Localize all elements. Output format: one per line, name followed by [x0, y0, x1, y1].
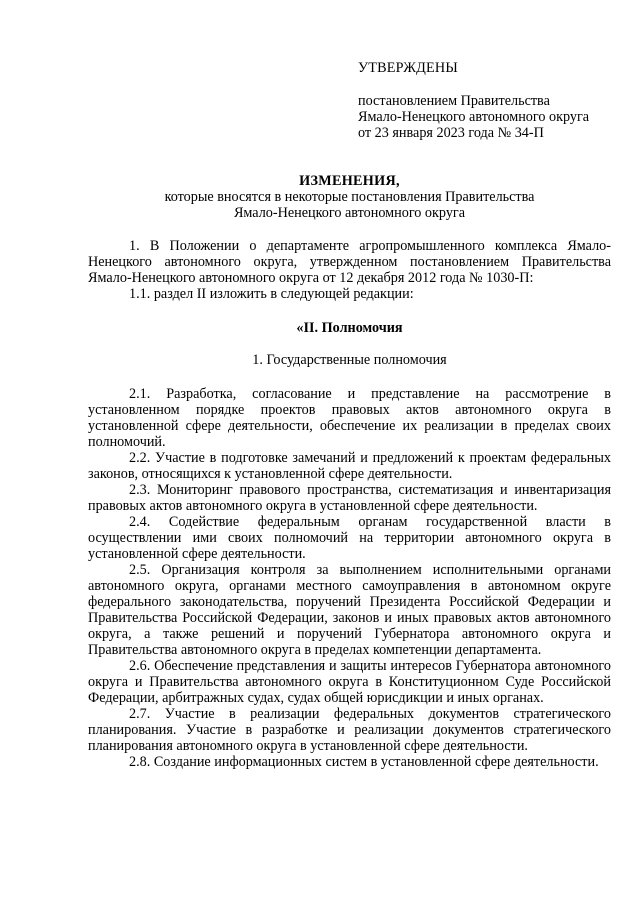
list-item [88, 706, 611, 754]
item-number: 2.6. [129, 658, 151, 674]
list-item [88, 754, 611, 770]
title-heading: ИЗМЕНЕНИЯ, [299, 173, 400, 189]
section-title: «II. Полномочия [296, 320, 403, 336]
item-text: Организация контроля за выполнением исполнительными органами автономного округа, органами местного самоуправления в автономном округе федерального законодательства, поручений Президента Российской Федерации и Правительства Российской Федерации, законов и иных правовых актов автономного округа, а также решений и поручений Губернатора автономного округа и Правительства автономного округа в пределах компетенции департамента. [88, 562, 612, 658]
approval-line: Ямало-Ненецкого автономного округа [358, 109, 590, 125]
item-number: 2.3. [129, 482, 151, 498]
approval-block [358, 60, 628, 141]
intro-paragraph: 1.1. раздел II изложить в следующей редакции: [129, 286, 414, 302]
title-subline: которые вносятся в некоторые постановления Правительства [164, 189, 535, 205]
item-number: 2.4. [129, 514, 151, 530]
document-body [88, 238, 611, 770]
item-text: Разработка, согласование и представление на рассмотрение в установленном порядке проектов правовых актов автономного округа в установленной сфере деятельности, обеспечение их реализации в пределах своих полномочий. [88, 386, 612, 450]
item-text: Содействие федеральным органам государственной власти в осуществлении ими своих полномочий на территории автономного округа в установленной сфере деятельности. [88, 514, 612, 562]
item-number: 2.8. [129, 754, 151, 770]
item-text: Обеспечение представления и защиты интересов Губернатора автономного округа и Правительства автономного округа в Конституционном Суде Российской Федерации, арбитражных судах, судах общей юрисдикции и иных органах. [88, 658, 611, 706]
list-item [88, 450, 611, 482]
subsection-title: 1. Государственные полномочия [252, 352, 447, 368]
document-title [88, 173, 611, 221]
list-item [88, 482, 611, 514]
intro-paragraph: 1. В Положении о департаменте агропромышленного комплекса Ямало-Ненецкого автономного округа, утвержденном постановлением Правительства Ямало-Ненецкого автономного округа от 12 декабря 2012 года № 1030-П: [88, 238, 611, 286]
item-text: Мониторинг правового пространства, систематизация и инвентаризация правовых актов автономного округа в установленной сфере деятельности. [88, 482, 611, 514]
title-subline: Ямало-Ненецкого автономного округа [233, 205, 466, 221]
item-number: 2.5. [129, 562, 151, 578]
item-number: 2.2. [129, 450, 151, 466]
item-number: 2.7. [129, 706, 151, 722]
approval-stamp-label: УТВЕРЖДЕНЫ [358, 60, 458, 76]
approval-line: постановлением Правительства [358, 93, 550, 109]
item-text: Участие в реализации федеральных документов стратегического планирования. Участие в разработке и реализации документов стратегического планирования автономного округа в установленной сфере деятельности. [88, 706, 611, 754]
item-text: Участие в подготовке замечаний и предложений к проектам федеральных законов, относящихся к установленной сфере деятельности. [88, 450, 611, 482]
list-item [88, 658, 611, 706]
list-item [88, 562, 611, 658]
list-item [88, 386, 611, 450]
list-item [88, 514, 611, 562]
approval-line: от 23 января 2023 года № 34-П [358, 125, 544, 141]
item-number: 2.1. [129, 386, 151, 402]
item-text: Создание информационных систем в установленной сфере деятельности. [153, 754, 599, 770]
